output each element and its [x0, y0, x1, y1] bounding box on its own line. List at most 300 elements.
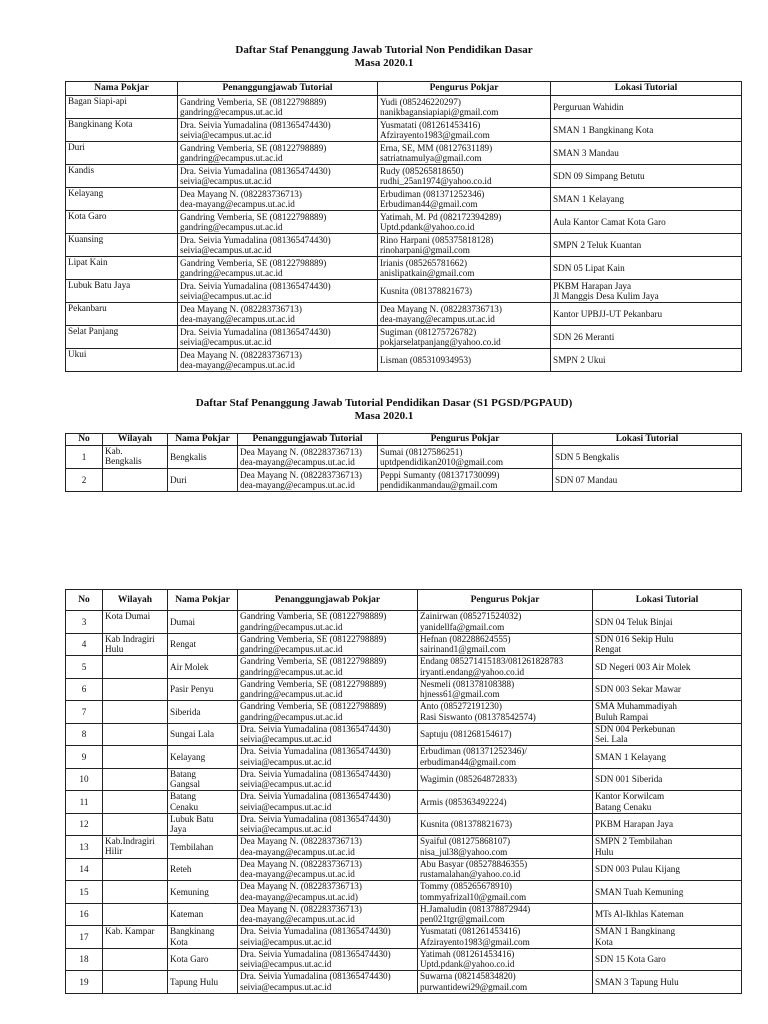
- penanggungjawab-line: dea-mayang@ecampus.ut.ac.id): [240, 891, 358, 902]
- penanggungjawab-cell: [238, 469, 378, 492]
- table-row: [66, 119, 742, 142]
- penanggungjawab-line: Dra. Seivia Yumadalina (081365474430): [240, 791, 391, 802]
- lokasi-line: SDN 04 Teluk Binjai: [595, 616, 673, 627]
- pokjar-cell: [168, 858, 238, 881]
- penanggungjawab-line: seivia@ecampus.ut.ac.id: [240, 936, 332, 947]
- wilayah-line: Hilir: [105, 846, 123, 857]
- row-number-cell: 9: [66, 746, 103, 769]
- pengurus-line: Rudy (085265818650): [380, 165, 464, 176]
- pokjar-line: Jaya: [170, 824, 187, 835]
- lokasi-line: Kota: [595, 936, 613, 947]
- penanggungjawab-line: gandring@ecampus.ut.ac.id: [180, 107, 283, 117]
- column-header: Pengurus Pokjar: [378, 82, 551, 96]
- pengurus-cell: [378, 119, 551, 142]
- wilayah-cell: [103, 903, 168, 926]
- pokjar-cell: [168, 971, 238, 994]
- row-number-cell: 2: [66, 469, 103, 492]
- penanggungjawab-line: Dra. Seivia Yumadalina (081365474430): [240, 926, 391, 937]
- lokasi-cell: [593, 633, 742, 656]
- pokjar-cell: Bangkinang Kota: [66, 119, 178, 142]
- section1-title-line2: Masa 2020.1: [354, 57, 414, 69]
- column-header: Penanggungjawab Tutorial: [178, 82, 378, 96]
- penanggungjawab-line: Gandring Vemberia, SE (08122798889): [180, 96, 327, 107]
- pengurus-cell: [378, 469, 553, 492]
- lokasi-cell: [551, 234, 742, 257]
- pengurus-cell: [418, 926, 593, 949]
- pokjar-cell: Selat Panjang: [66, 326, 178, 349]
- column-header: Wilayah: [103, 434, 168, 446]
- penanggungjawab-line: Dra. Seivia Yumadalina (081365474430): [180, 234, 331, 245]
- lokasi-cell: [593, 836, 742, 859]
- penanggungjawab-line: gandring@ecampus.ut.ac.id: [240, 621, 343, 632]
- section1-title: [0, 44, 768, 70]
- pengurus-line: nisa_jul38@yahoo.com: [420, 846, 508, 857]
- wilayah-cell: [103, 791, 168, 814]
- column-header: Lokasi Tutorial: [593, 590, 742, 611]
- pokjar-line: Tapung Hulu: [170, 976, 219, 987]
- pengurus-line: satriatnamulya@gmail.com: [380, 153, 482, 163]
- pokjar-cell: [168, 656, 238, 679]
- table-row: [66, 858, 742, 881]
- lokasi-line: SDN 07 Mandau: [555, 474, 618, 485]
- penanggungjawab-line: seivia@ecampus.ut.ac.id: [180, 337, 272, 347]
- column-header: Wilayah: [103, 590, 168, 611]
- penanggungjawab-line: Gandring Vemberia, SE (08122798889): [180, 211, 327, 222]
- pengurus-line: rustamalahan@yahoo.co.id: [420, 869, 521, 880]
- lokasi-cell: [551, 280, 742, 303]
- pengurus-line: Sugiman (081275726782): [380, 326, 477, 337]
- table-row: [66, 326, 742, 349]
- penanggungjawab-cell: [238, 446, 378, 469]
- pendidikan-dasar-table: [65, 433, 742, 492]
- lokasi-line: Kantor UPBJJ-UT Pekanbaru: [553, 308, 663, 319]
- penanggungjawab-line: gandring@ecampus.ut.ac.id: [240, 666, 343, 677]
- pengurus-line: rinoharpani@gmail.com: [380, 245, 470, 255]
- penanggungjawab-line: Dra. Seivia Yumadalina (081365474430): [240, 948, 391, 959]
- wilayah-cell: [103, 611, 168, 634]
- lokasi-line: SDN 003 Sekar Mawar: [595, 684, 681, 695]
- penanggungjawab-line: Dra. Seivia Yumadalina (081365474430): [180, 165, 331, 176]
- pengurus-line: purwantidewi29@gmail.com: [420, 981, 528, 992]
- lokasi-line: SMAN 1 Bangkinang Kota: [553, 124, 654, 135]
- pokjar-line: Kemuning: [170, 886, 209, 897]
- wilayah-cell: [103, 678, 168, 701]
- pengurus-line: Syaiful (081275868107): [420, 836, 511, 847]
- lokasi-line: Kantor Korwilcam: [595, 791, 665, 802]
- non-pendidikan-dasar-table: [65, 81, 742, 372]
- pengurus-cell: [418, 633, 593, 656]
- penanggungjawab-line: Dea Mayang N. (082283736713): [180, 188, 302, 199]
- pokjar-cell: [168, 791, 238, 814]
- lokasi-cell: [593, 903, 742, 926]
- pengurus-cell: [418, 858, 593, 881]
- lokasi-line: SD Negeri 003 Air Molek: [595, 661, 691, 672]
- pengurus-line: Yudi (085246220297): [380, 96, 461, 107]
- penanggungjawab-cell: [178, 349, 378, 372]
- row-number-cell: 17: [66, 926, 103, 949]
- pengurus-line: yanidellfa@gmail.com: [420, 621, 505, 632]
- wilayah-cell: [103, 858, 168, 881]
- penanggungjawab-line: dea-mayang@ecampus.ut.ac.id: [240, 914, 355, 925]
- table-row: [66, 723, 742, 746]
- pengurus-line: Kusnita (081378821673): [420, 819, 513, 830]
- lokasi-line: SDN 003 Pulau Kijang: [595, 864, 680, 875]
- pengurus-line: anislipatkain@gmail.com: [380, 268, 475, 278]
- penanggungjawab-line: Gandring Vemberia, SE (08122798889): [240, 678, 387, 689]
- pengurus-cell: [378, 188, 551, 211]
- table-row: [66, 656, 742, 679]
- pokjar-line: Duri: [170, 474, 187, 485]
- lokasi-line: Aula Kantor Camat Kota Garo: [553, 216, 666, 227]
- pokjar-line: Sungai Lala: [170, 729, 215, 740]
- pengurus-line: Afzirayento1983@gmail.com: [380, 130, 490, 140]
- penanggungjawab-line: seivia@ecampus.ut.ac.id: [240, 734, 332, 745]
- lokasi-line: SMAN Tuah Kemuning: [595, 886, 684, 897]
- pokjar-line: Kelayang: [170, 751, 206, 762]
- pokjar-cell: Kota Garo: [66, 211, 178, 234]
- pengurus-cell: [378, 257, 551, 280]
- pokjar-cell: [168, 611, 238, 634]
- penanggungjawab-line: dea-mayang@ecampus.ut.ac.id: [240, 480, 355, 490]
- pengurus-line: Dea Mayang N. (082283736713): [380, 303, 502, 314]
- penanggungjawab-line: gandring@ecampus.ut.ac.id: [180, 268, 283, 278]
- row-number-cell: 11: [66, 791, 103, 814]
- pokjar-cell: [168, 469, 238, 492]
- pengurus-line: Erbudiman (081371252346): [380, 188, 485, 199]
- pengurus-line: H.Jamaludin (081378872944): [420, 903, 531, 914]
- table-row: [66, 469, 742, 492]
- penanggungjawab-line: Dea Mayang N. (082283736713): [240, 881, 362, 892]
- penanggungjawab-line: seivia@ecampus.ut.ac.id: [180, 176, 272, 186]
- table-row: [66, 948, 742, 971]
- pokjar-cell: [168, 881, 238, 904]
- penanggungjawab-line: seivia@ecampus.ut.ac.id: [240, 779, 332, 790]
- pokjar-line: Batang: [170, 768, 197, 779]
- column-header: No: [66, 590, 103, 611]
- wilayah-cell: [103, 948, 168, 971]
- penanggungjawab-cell: [238, 971, 418, 994]
- penanggungjawab-cell: [178, 257, 378, 280]
- lokasi-cell: [551, 165, 742, 188]
- lokasi-line: SDN 5 Bengkalis: [555, 451, 620, 462]
- penanggungjawab-line: Dra. Seivia Yumadalina (081365474430): [180, 119, 331, 130]
- pengurus-line: iryanti.endang@yahoo.co.id: [420, 666, 525, 677]
- pengurus-line: Irianis (085265781662): [380, 257, 468, 268]
- penanggungjawab-line: seivia@ecampus.ut.ac.id: [180, 291, 272, 301]
- lokasi-cell: [593, 723, 742, 746]
- column-header: Lokasi Tutorial: [551, 82, 742, 96]
- penanggungjawab-line: Dra. Seivia Yumadalina (081365474430): [180, 280, 331, 291]
- penanggungjawab-cell: [238, 723, 418, 746]
- pokjar-cell: [168, 701, 238, 724]
- table-row: [66, 349, 742, 372]
- pengurus-line: Yatimah, M. Pd (082172394289): [380, 211, 502, 222]
- penanggungjawab-cell: [178, 165, 378, 188]
- pengurus-cell: [418, 881, 593, 904]
- lokasi-cell: [551, 303, 742, 326]
- pengurus-line: Wagimin (085264872833): [420, 774, 517, 785]
- column-header: Lokasi Tutorial: [553, 434, 742, 446]
- lokasi-line: Rengat: [595, 644, 622, 655]
- lokasi-line: SDN 004 Perkebunan: [595, 723, 676, 734]
- penanggungjawab-line: Gandring Vemberia, SE (08122798889): [180, 257, 327, 268]
- pokjar-line: Air Molek: [170, 661, 209, 672]
- lokasi-line: SDN 016 Sekip Hulu: [595, 633, 674, 644]
- pengurus-line: Yusmatati (081261453416): [380, 119, 481, 130]
- penanggungjawab-line: Dra. Seivia Yumadalina (081365474430): [240, 746, 391, 757]
- penanggungjawab-cell: [178, 96, 378, 119]
- column-header: No: [66, 434, 103, 446]
- penanggungjawab-cell: [238, 791, 418, 814]
- pokjar-cell: [168, 723, 238, 746]
- penanggungjawab-line: seivia@ecampus.ut.ac.id: [240, 981, 332, 992]
- row-number-cell: 6: [66, 678, 103, 701]
- table-row: [66, 971, 742, 994]
- wilayah-cell: [103, 836, 168, 859]
- table-row: [66, 791, 742, 814]
- pokjar-cell: Lipat Kain: [66, 257, 178, 280]
- table-row: [66, 446, 742, 469]
- lokasi-cell: [551, 119, 742, 142]
- row-number-cell: 12: [66, 813, 103, 836]
- lokasi-cell: [551, 257, 742, 280]
- pokjar-line: Gangsal: [170, 779, 201, 790]
- row-number-cell: 1: [66, 446, 103, 469]
- lokasi-cell: [593, 701, 742, 724]
- section2-title-line2: Masa 2020.1: [354, 410, 414, 422]
- lokasi-cell: [551, 349, 742, 372]
- pengurus-line: uptdpendidikan2010@gmail.com: [380, 457, 504, 467]
- penanggungjawab-cell: [238, 611, 418, 634]
- table-header-row: [66, 590, 742, 611]
- pengurus-cell: [418, 678, 593, 701]
- wilayah-cell: [103, 723, 168, 746]
- lokasi-line: SDN 001 Siberida: [595, 774, 663, 785]
- pokjar-line: Kota Garo: [170, 954, 209, 965]
- lokasi-cell: [551, 326, 742, 349]
- pengurus-cell: [418, 948, 593, 971]
- pokjar-line: Tembilahan: [170, 841, 214, 852]
- pengurus-cell: [418, 813, 593, 836]
- pengurus-line: Endang 085271415183/081261828783: [420, 656, 564, 667]
- table-header-row: [66, 434, 742, 446]
- lokasi-cell: [593, 881, 742, 904]
- wilayah-cell: [103, 768, 168, 791]
- penanggungjawab-cell: [238, 701, 418, 724]
- table-row: [66, 701, 742, 724]
- pengurus-line: Kusnita (081378821673): [380, 285, 473, 296]
- pengurus-cell: [378, 142, 551, 165]
- pokjar-cell: [168, 926, 238, 949]
- pokjar-line: Dumai: [170, 616, 196, 627]
- column-header: Pengurus Pokjar: [378, 434, 553, 446]
- table-row: [66, 633, 742, 656]
- penanggungjawab-line: dea-mayang@ecampus.ut.ac.id: [180, 314, 295, 324]
- pengurus-cell: [378, 303, 551, 326]
- lokasi-cell: [593, 926, 742, 949]
- penanggungjawab-line: seivia@ecampus.ut.ac.id: [240, 959, 332, 970]
- penanggungjawab-line: Dea Mayang N. (082283736713): [240, 903, 362, 914]
- pengurus-line: Yatimah (081261453416): [420, 948, 515, 959]
- pengurus-line: pokjarselatpanjang@yahoo.co.id: [380, 337, 501, 347]
- pokjar-cell: Bagan Siapi-api: [66, 96, 178, 119]
- wilayah-line: Kab Indragiri: [105, 633, 155, 644]
- pengurus-cell: [418, 836, 593, 859]
- pengurus-line: Suwarna (082145834820): [420, 971, 516, 982]
- pokjar-cell: [168, 903, 238, 926]
- row-number-cell: 14: [66, 858, 103, 881]
- penanggungjawab-line: Gandring Vemberia, SE (08122798889): [240, 701, 387, 712]
- wilayah-cell: [103, 881, 168, 904]
- lokasi-cell: [593, 858, 742, 881]
- row-number-cell: 19: [66, 971, 103, 994]
- pengurus-line: sairinand1@gmail.com: [420, 644, 506, 655]
- lokasi-cell: [593, 971, 742, 994]
- penanggungjawab-line: Gandring Vemberia, SE (08122798889): [180, 142, 327, 153]
- pengurus-cell: [418, 768, 593, 791]
- penanggungjawab-line: dea-mayang@ecampus.ut.ac.id: [180, 360, 295, 370]
- pengurus-line: rudhi_25an1974@yahoo.co.id: [380, 176, 492, 186]
- penanggungjawab-cell: [178, 303, 378, 326]
- pengurus-line: Yusmatati (081261453416): [420, 926, 521, 937]
- pokjar-line: Rengat: [170, 639, 197, 650]
- pengurus-line: erbudiman44@gmail.com: [420, 756, 516, 767]
- penanggungjawab-cell: [238, 768, 418, 791]
- lokasi-line: Hulu: [595, 846, 614, 857]
- penanggungjawab-line: gandring@ecampus.ut.ac.id: [240, 689, 343, 700]
- pengurus-line: Anto (085272191230): [420, 701, 502, 712]
- penanggungjawab-cell: [178, 234, 378, 257]
- lokasi-line: SDN 26 Meranti: [553, 331, 615, 342]
- lokasi-cell: [593, 768, 742, 791]
- pokjar-cell: Ukui: [66, 349, 178, 372]
- pokjar-cell: [168, 768, 238, 791]
- pengurus-cell: [378, 280, 551, 303]
- wilayah-cell: [103, 446, 168, 469]
- table-row: [66, 188, 742, 211]
- wilayah-line: Hulu: [105, 643, 124, 654]
- lokasi-line: PKBM Harapan Jaya: [595, 819, 674, 830]
- pokjar-cell: [168, 633, 238, 656]
- table-row: [66, 96, 742, 119]
- lokasi-line: Buluh Rampai: [595, 711, 649, 722]
- wilayah-line: Kota Dumai: [105, 611, 151, 621]
- penanggungjawab-line: dea-mayang@ecampus.ut.ac.id: [240, 457, 355, 467]
- pokjar-cell: [168, 678, 238, 701]
- pengurus-line: dea-mayang@ecampus.ut.ac.id: [380, 314, 495, 324]
- table-row: [66, 611, 742, 634]
- pengurus-cell: [378, 446, 553, 469]
- section1-title-line1: Daftar Staf Penanggung Jawab Tutorial Non Pendidikan Dasar: [235, 44, 533, 56]
- row-number-cell: 18: [66, 948, 103, 971]
- table-row: [66, 303, 742, 326]
- pengurus-cell: [418, 611, 593, 634]
- penanggungjawab-cell: [238, 836, 418, 859]
- penanggungjawab-line: seivia@ecampus.ut.ac.id: [240, 801, 332, 812]
- penanggungjawab-cell: [178, 142, 378, 165]
- table-row: [66, 881, 742, 904]
- table-row: [66, 746, 742, 769]
- wilayah-line: Kab.Indragiri: [105, 836, 155, 846]
- pokjar-line: Pasir Penyu: [170, 684, 214, 695]
- pengurus-cell: [378, 165, 551, 188]
- lokasi-line: SMAN 3 Tapung Hulu: [595, 976, 679, 987]
- pokjar-cell: [168, 446, 238, 469]
- penanggungjawab-line: dea-mayang@ecampus.ut.ac.id: [240, 846, 355, 857]
- lokasi-line: SDN 15 Kota Garo: [595, 954, 666, 965]
- section2-title: [0, 397, 768, 423]
- pengurus-line: Rino Harpani (085375818128): [380, 234, 494, 245]
- pengurus-cell: [378, 211, 551, 234]
- row-number-cell: 5: [66, 656, 103, 679]
- lokasi-cell: [553, 446, 742, 469]
- penanggungjawab-line: Dea Mayang N. (082283736713): [180, 303, 302, 314]
- penanggungjawab-line: Gandring Vemberia, SE (08122798889): [240, 656, 387, 667]
- pengurus-line: Uptd.pdank@yahoo.co.id: [420, 959, 515, 970]
- penanggungjawab-line: Dea Mayang N. (082283736713): [240, 469, 362, 480]
- penanggungjawab-cell: [178, 326, 378, 349]
- table-row: [66, 813, 742, 836]
- pengurus-line: Rasi Siswanto (081378542574): [420, 711, 536, 722]
- wilayah-cell: [103, 656, 168, 679]
- table-row: [66, 165, 742, 188]
- lokasi-line: Jl Manggis Desa Kulim Jaya: [553, 291, 659, 301]
- pokjar-cell: Kelayang: [66, 188, 178, 211]
- pengurus-line: Peppi Sumanty (081371730099): [380, 469, 500, 480]
- pokjar-cell: Duri: [66, 142, 178, 165]
- pengurus-line: nanikbagansiapiapi@gmail.com: [380, 107, 499, 117]
- lokasi-cell: [593, 656, 742, 679]
- lokasi-line: Perguruan Wahidin: [553, 101, 624, 112]
- pokjar-line: Reteh: [170, 864, 192, 875]
- pengurus-cell: [418, 723, 593, 746]
- pengurus-line: Armis (085363492224): [420, 796, 507, 807]
- table-row: [66, 211, 742, 234]
- lokasi-cell: [551, 96, 742, 119]
- pengurus-line: tommyafrizal10@gmail.com: [420, 891, 527, 902]
- lokasi-line: SMAN 3 Mandau: [553, 147, 619, 158]
- pokjar-line: Bengkalis: [170, 451, 207, 462]
- wilayah-cell: [103, 469, 168, 492]
- column-header: Nama Pokjar: [66, 82, 178, 96]
- pengurus-line: Nesmeli (081378108388): [420, 678, 515, 689]
- penanggungjawab-cell: [178, 119, 378, 142]
- row-number-cell: 8: [66, 723, 103, 746]
- column-header: Nama Pokjar: [168, 434, 238, 446]
- column-header: Penanggungjawab Tutorial: [238, 434, 378, 446]
- pengurus-line: Tommy (085265678910): [420, 881, 512, 892]
- wilayah-line: Bengkalis: [105, 456, 142, 467]
- penanggungjawab-cell: [238, 656, 418, 679]
- column-header: Pengurus Pokjar: [418, 590, 593, 611]
- pengurus-line: Lisman (085310934953): [380, 354, 472, 365]
- lokasi-line: SMPN 2 Tembilahan: [595, 836, 673, 847]
- lokasi-cell: [593, 791, 742, 814]
- pokjar-cell: [168, 836, 238, 859]
- penanggungjawab-line: seivia@ecampus.ut.ac.id: [240, 756, 332, 767]
- lokasi-cell: [551, 188, 742, 211]
- column-header: Nama Pokjar: [168, 590, 238, 611]
- wilayah-cell: [103, 633, 168, 656]
- row-number-cell: 7: [66, 701, 103, 724]
- lokasi-cell: [593, 813, 742, 836]
- wilayah-cell: [103, 746, 168, 769]
- row-number-cell: 10: [66, 768, 103, 791]
- pokjar-cell: Kuansing: [66, 234, 178, 257]
- penanggungjawab-line: seivia@ecampus.ut.ac.id: [180, 130, 272, 140]
- pengurus-line: Afzirayento1983@gmail.com: [420, 936, 530, 947]
- lokasi-cell: [593, 678, 742, 701]
